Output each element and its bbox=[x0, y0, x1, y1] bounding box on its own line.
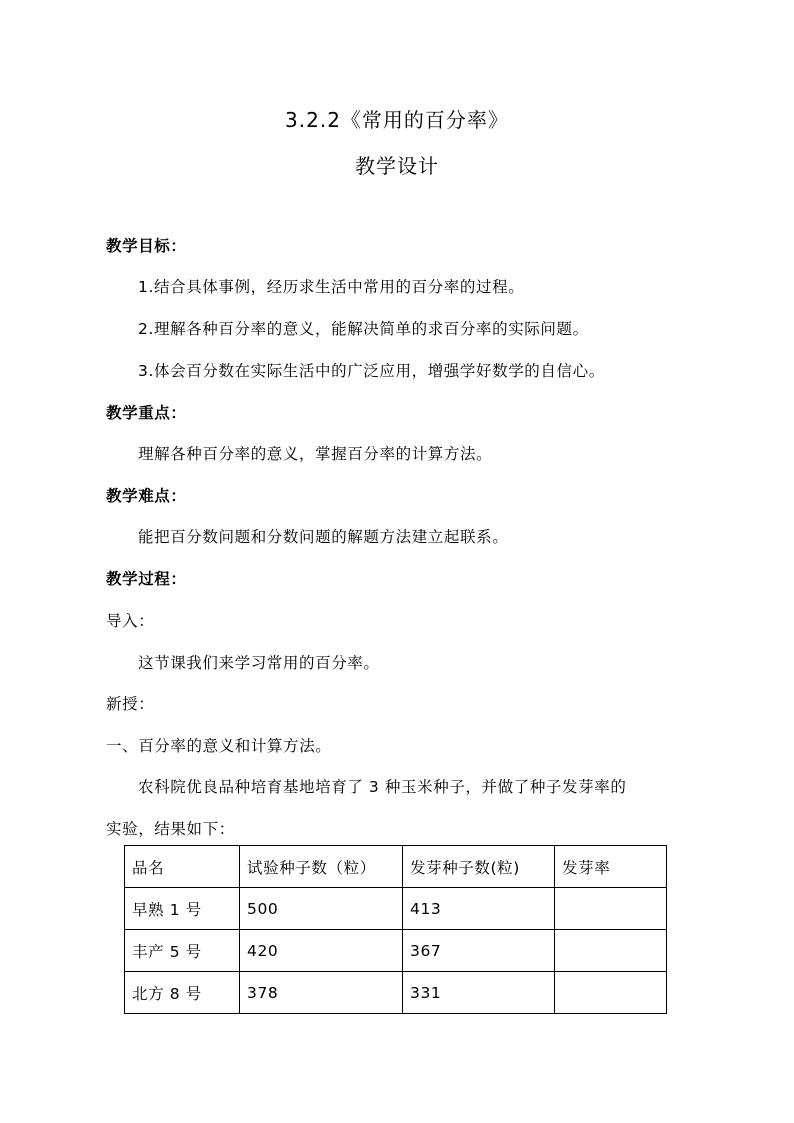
difficulties-heading: 教学难点： bbox=[106, 487, 187, 505]
intro-text: 这节课我们来学习常用的百分率。 bbox=[138, 654, 380, 672]
table-cell bbox=[555, 972, 667, 1014]
header-cell-germinated-seeds: 发芽种子数(粒) bbox=[403, 846, 555, 888]
table-cell: 420 bbox=[240, 930, 403, 972]
table-cell: 北方 8 号 bbox=[125, 972, 240, 1014]
table-cell: 413 bbox=[403, 888, 555, 930]
table-cell: 331 bbox=[403, 972, 555, 1014]
table-row bbox=[125, 930, 667, 972]
table-row bbox=[125, 972, 667, 1014]
germination-table bbox=[124, 845, 667, 1014]
table-cell: 早熟 1 号 bbox=[125, 888, 240, 930]
table-row bbox=[125, 888, 667, 930]
table-cell: 丰产 5 号 bbox=[125, 930, 240, 972]
objective-item: 1.结合具体事例，经历求生活中常用的百分率的过程。 bbox=[138, 278, 525, 296]
table-cell: 367 bbox=[403, 930, 555, 972]
header-cell-germination-rate: 发芽率 bbox=[555, 846, 667, 888]
paragraph-line: 农科院优良品种培育基地培育了 3 种玉米种子，并做了种子发芽率的 bbox=[138, 778, 627, 796]
table-header-row bbox=[125, 846, 667, 888]
document-subtitle: 教学设计 bbox=[355, 154, 439, 178]
header-cell-name: 品名 bbox=[125, 846, 240, 888]
header-cell-test-seeds: 试验种子数（粒） bbox=[240, 846, 403, 888]
table-cell: 500 bbox=[240, 888, 403, 930]
table-cell bbox=[555, 888, 667, 930]
paragraph-line: 实验，结果如下： bbox=[106, 820, 235, 838]
table-cell bbox=[555, 930, 667, 972]
process-heading: 教学过程： bbox=[106, 570, 187, 588]
objective-item: 3.体会百分数在实际生活中的广泛应用，增强学好数学的自信心。 bbox=[138, 362, 605, 380]
difficulties-text: 能把百分数问题和分数问题的解题方法建立起联系。 bbox=[138, 528, 509, 546]
objectives-heading: 教学目标： bbox=[106, 237, 187, 255]
section-one-heading: 一、百分率的意义和计算方法。 bbox=[106, 737, 332, 755]
document-title: 3.2.2《常用的百分率》 bbox=[285, 108, 509, 132]
table-cell: 378 bbox=[240, 972, 403, 1014]
new-lesson-label: 新授： bbox=[106, 695, 155, 713]
key-points-text: 理解各种百分率的意义，掌握百分率的计算方法。 bbox=[138, 445, 493, 463]
key-points-heading: 教学重点： bbox=[106, 404, 187, 422]
intro-label: 导入： bbox=[106, 612, 155, 630]
objective-item: 2.理解各种百分率的意义，能解决简单的求百分率的实际问题。 bbox=[138, 320, 589, 338]
